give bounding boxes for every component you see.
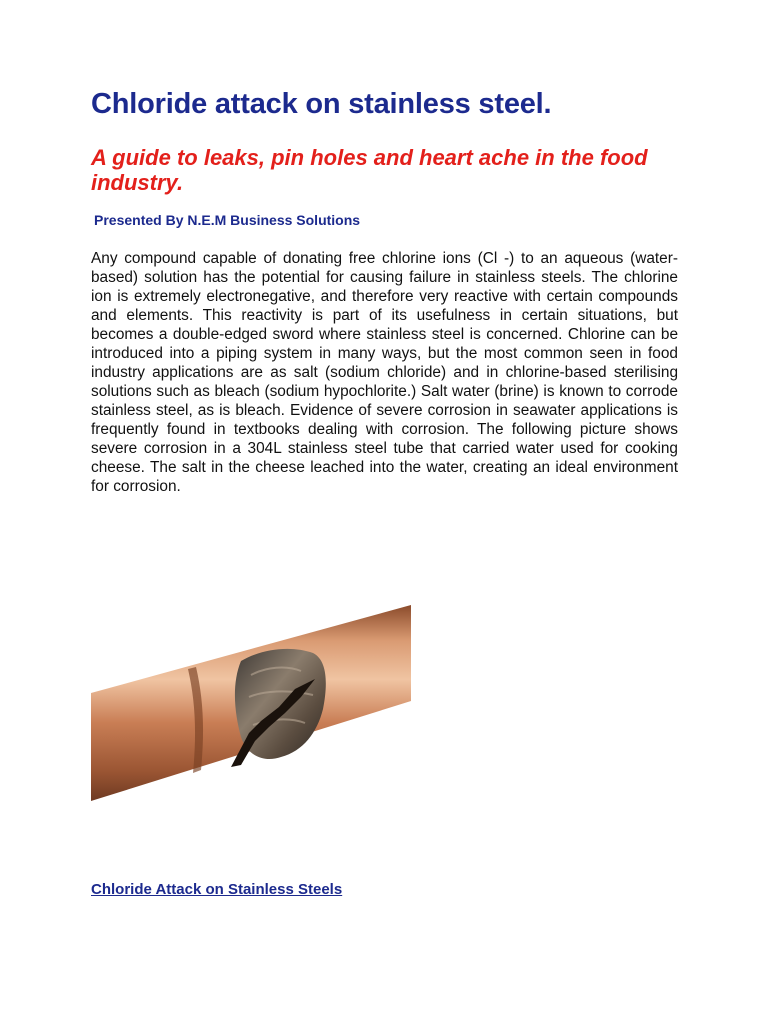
presenter-line: Presented By N.E.M Business Solutions (94, 212, 361, 228)
body-paragraph: Any compound capable of donating free chlorine ions (Cl -) to an aqueous (water-based) solution has the potential for causing failure in stainless steels. The chlorine ion is extremely electronegative, and therefore very reactive with certain compounds and elements. This reactivity is part of its usefulness in certain situations, but becomes a double-edged sword where stainless steel is concerned. Chlorine can be introduced into a piping system in many ways, but the most common seen in food industry applications are as salt (sodium chloride) and in chlorine-based sterilising solutions such as bleach (sodium hypochlorite.) Salt water (brine) is known to corrode stainless steel, as is bleach. Evidence of severe corrosion in seawater applications is frequently found in textbooks dealing with corrosion. The following picture shows severe corrosion in a 304L stainless steel tube that carried water used for cooking cheese. The salt in the cheese leached into the water, creating an ideal environment for corrosion. (91, 250, 678, 495)
corroded-tube-photo (91, 605, 411, 805)
chloride-attack-link[interactable]: Chloride Attack on Stainless Steels (91, 881, 343, 898)
page-title: Chloride attack on stainless steel. (91, 88, 552, 120)
page-subtitle: A guide to leaks, pin holes and heart ache in the food industry. (91, 145, 648, 195)
